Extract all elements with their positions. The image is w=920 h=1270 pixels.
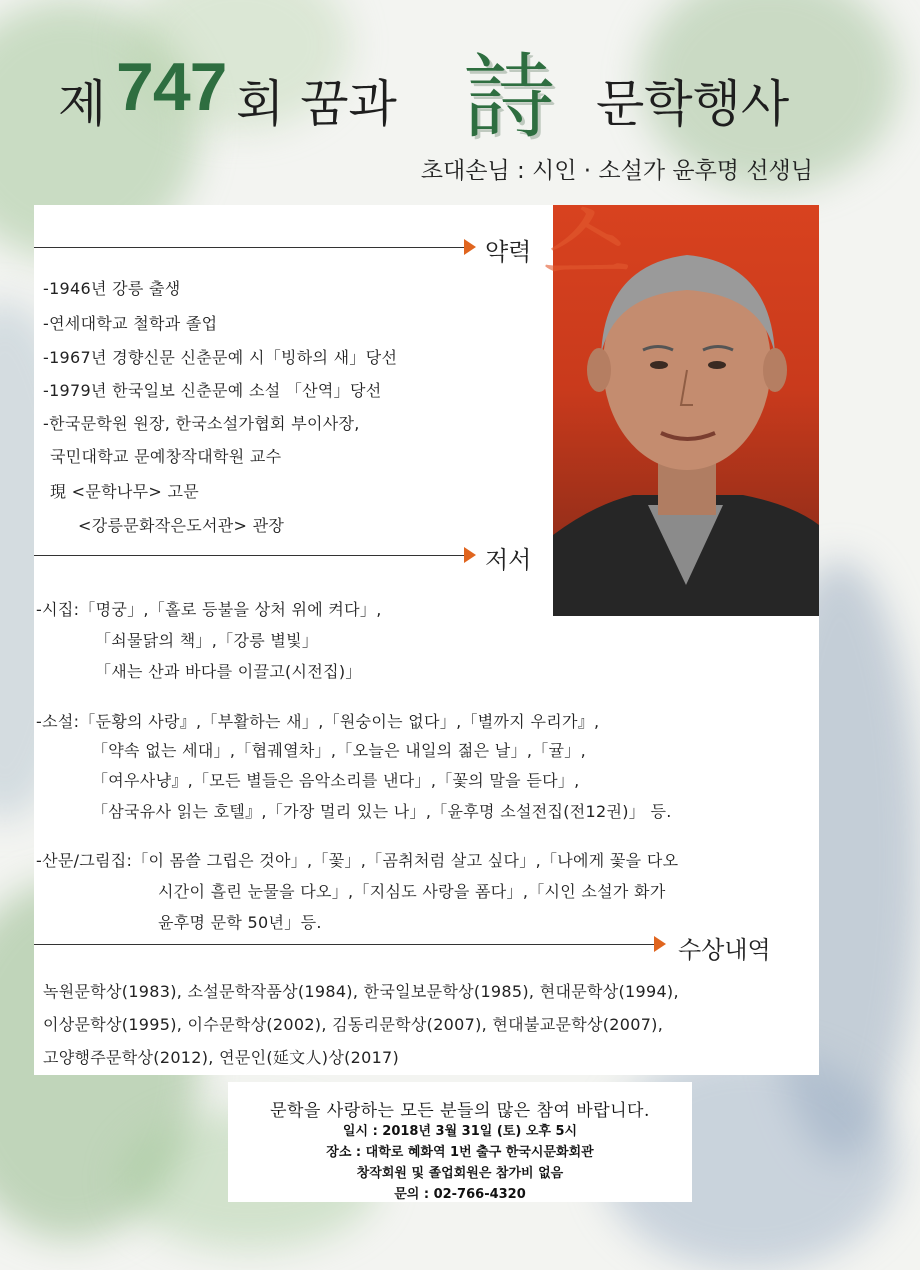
novel-line: 「여우사냥』,「모든 별들은 음악소리를 낸다」,「꽃의 말을 듣다」, <box>92 771 580 790</box>
poetry-line: 「쇠물닭의 책」,「강릉 별빛」 <box>95 631 319 650</box>
awards-line: 녹원문학상(1983), 소설문학작품상(1984), 한국일보문학상(1985), 현대문학상(1994), <box>43 982 679 1001</box>
career-item: 국민대학교 문예창작대학원 교수 <box>50 447 282 466</box>
career-divider <box>34 247 464 248</box>
works-heading: 저서 <box>485 546 532 574</box>
awards-divider <box>34 944 654 945</box>
event-info <box>228 1088 692 1205</box>
works-divider <box>34 555 464 556</box>
event-fee: 창작회원 및 졸업회원은 참가비 없음 <box>356 1166 564 1181</box>
awards-line: 고양행주문학상(2012), 연문인(延文人)상(2017) <box>43 1048 400 1067</box>
title-prefix: 제 <box>58 75 107 133</box>
title-mid: 회 꿈과 <box>236 75 397 133</box>
event-place: 장소 : 대학로 혜화역 1번 출구 한국시문화회관 <box>326 1145 594 1160</box>
career-item: -1979년 한국일보 신춘문예 소설 「산역」당선 <box>43 381 382 400</box>
invitation-message: 문학을 사랑하는 모든 분들의 많은 참여 바랍니다. <box>270 1101 650 1121</box>
novel-line: 「삼국유사 읽는 호텔』,「가장 멀리 있는 나」,「윤후명 소설전집(전12권)」 등. <box>92 802 672 821</box>
essay-line: -산문/그림집:「이 몸쓸 그립은 것아」,「꽃」,「곰취처럼 살고 싶다」,「나에게 꽃을 다오 <box>36 851 679 870</box>
event-number: 747 <box>116 49 227 125</box>
essay-line: 윤후명 문학 50년」등. <box>158 913 322 932</box>
arrow-right-icon <box>464 239 476 255</box>
arrow-right-icon <box>464 547 476 563</box>
career-item: -한국문학원 원장, 한국소설가협회 부이사장, <box>43 414 360 433</box>
event-contact: 문의 : 02-766-4320 <box>394 1187 526 1202</box>
author-photo <box>543 192 819 616</box>
poetry-line: 「새는 산과 바다를 이끌고(시전집)」 <box>95 662 362 681</box>
title-hanja-poem: 詩 <box>463 44 556 151</box>
career-item: -1967년 경향신문 신춘문예 시「빙하의 새」당선 <box>43 348 398 367</box>
essay-line: 시간이 흘린 눈물을 다오」,「지심도 사랑을 폼다」,「시인 소설가 화가 <box>158 882 666 901</box>
poetry-line: -시집:「명궁」,「홀로 등불을 상처 위에 켜다」, <box>36 600 382 619</box>
career-heading: 약력 <box>485 238 532 266</box>
guest-line: 초대손님 : 시인 · 소설가 윤후명 선생님 <box>420 158 813 184</box>
career-item: -연세대학교 철학과 졸업 <box>43 314 218 333</box>
career-item: -1946년 강릉 출생 <box>43 279 181 298</box>
career-item: <강릉문화작은도서관> 관장 <box>78 516 285 535</box>
awards-line: 이상문학상(1995), 이수문학상(2002), 김동리문학상(2007), 현대불교문학상(2007), <box>43 1015 664 1034</box>
svg-text:스: 스 <box>543 192 630 297</box>
novel-line: 「약속 없는 세대」,「협궤열차」,「오늘은 내일의 젊은 날」,「귤」, <box>92 741 586 760</box>
novel-line: -소설:「둔황의 사랑』,「부활하는 새」,「원숭이는 없다」,「별까지 우리가』, <box>36 712 600 731</box>
title-suffix: 문학행사 <box>596 75 790 133</box>
arrow-right-icon <box>654 936 666 952</box>
event-date: 일시 : 2018년 3월 31일 (토) 오후 5시 <box>342 1124 578 1139</box>
career-item: 現 <문학나무> 고문 <box>50 482 200 501</box>
awards-heading: 수상내역 <box>678 936 771 964</box>
